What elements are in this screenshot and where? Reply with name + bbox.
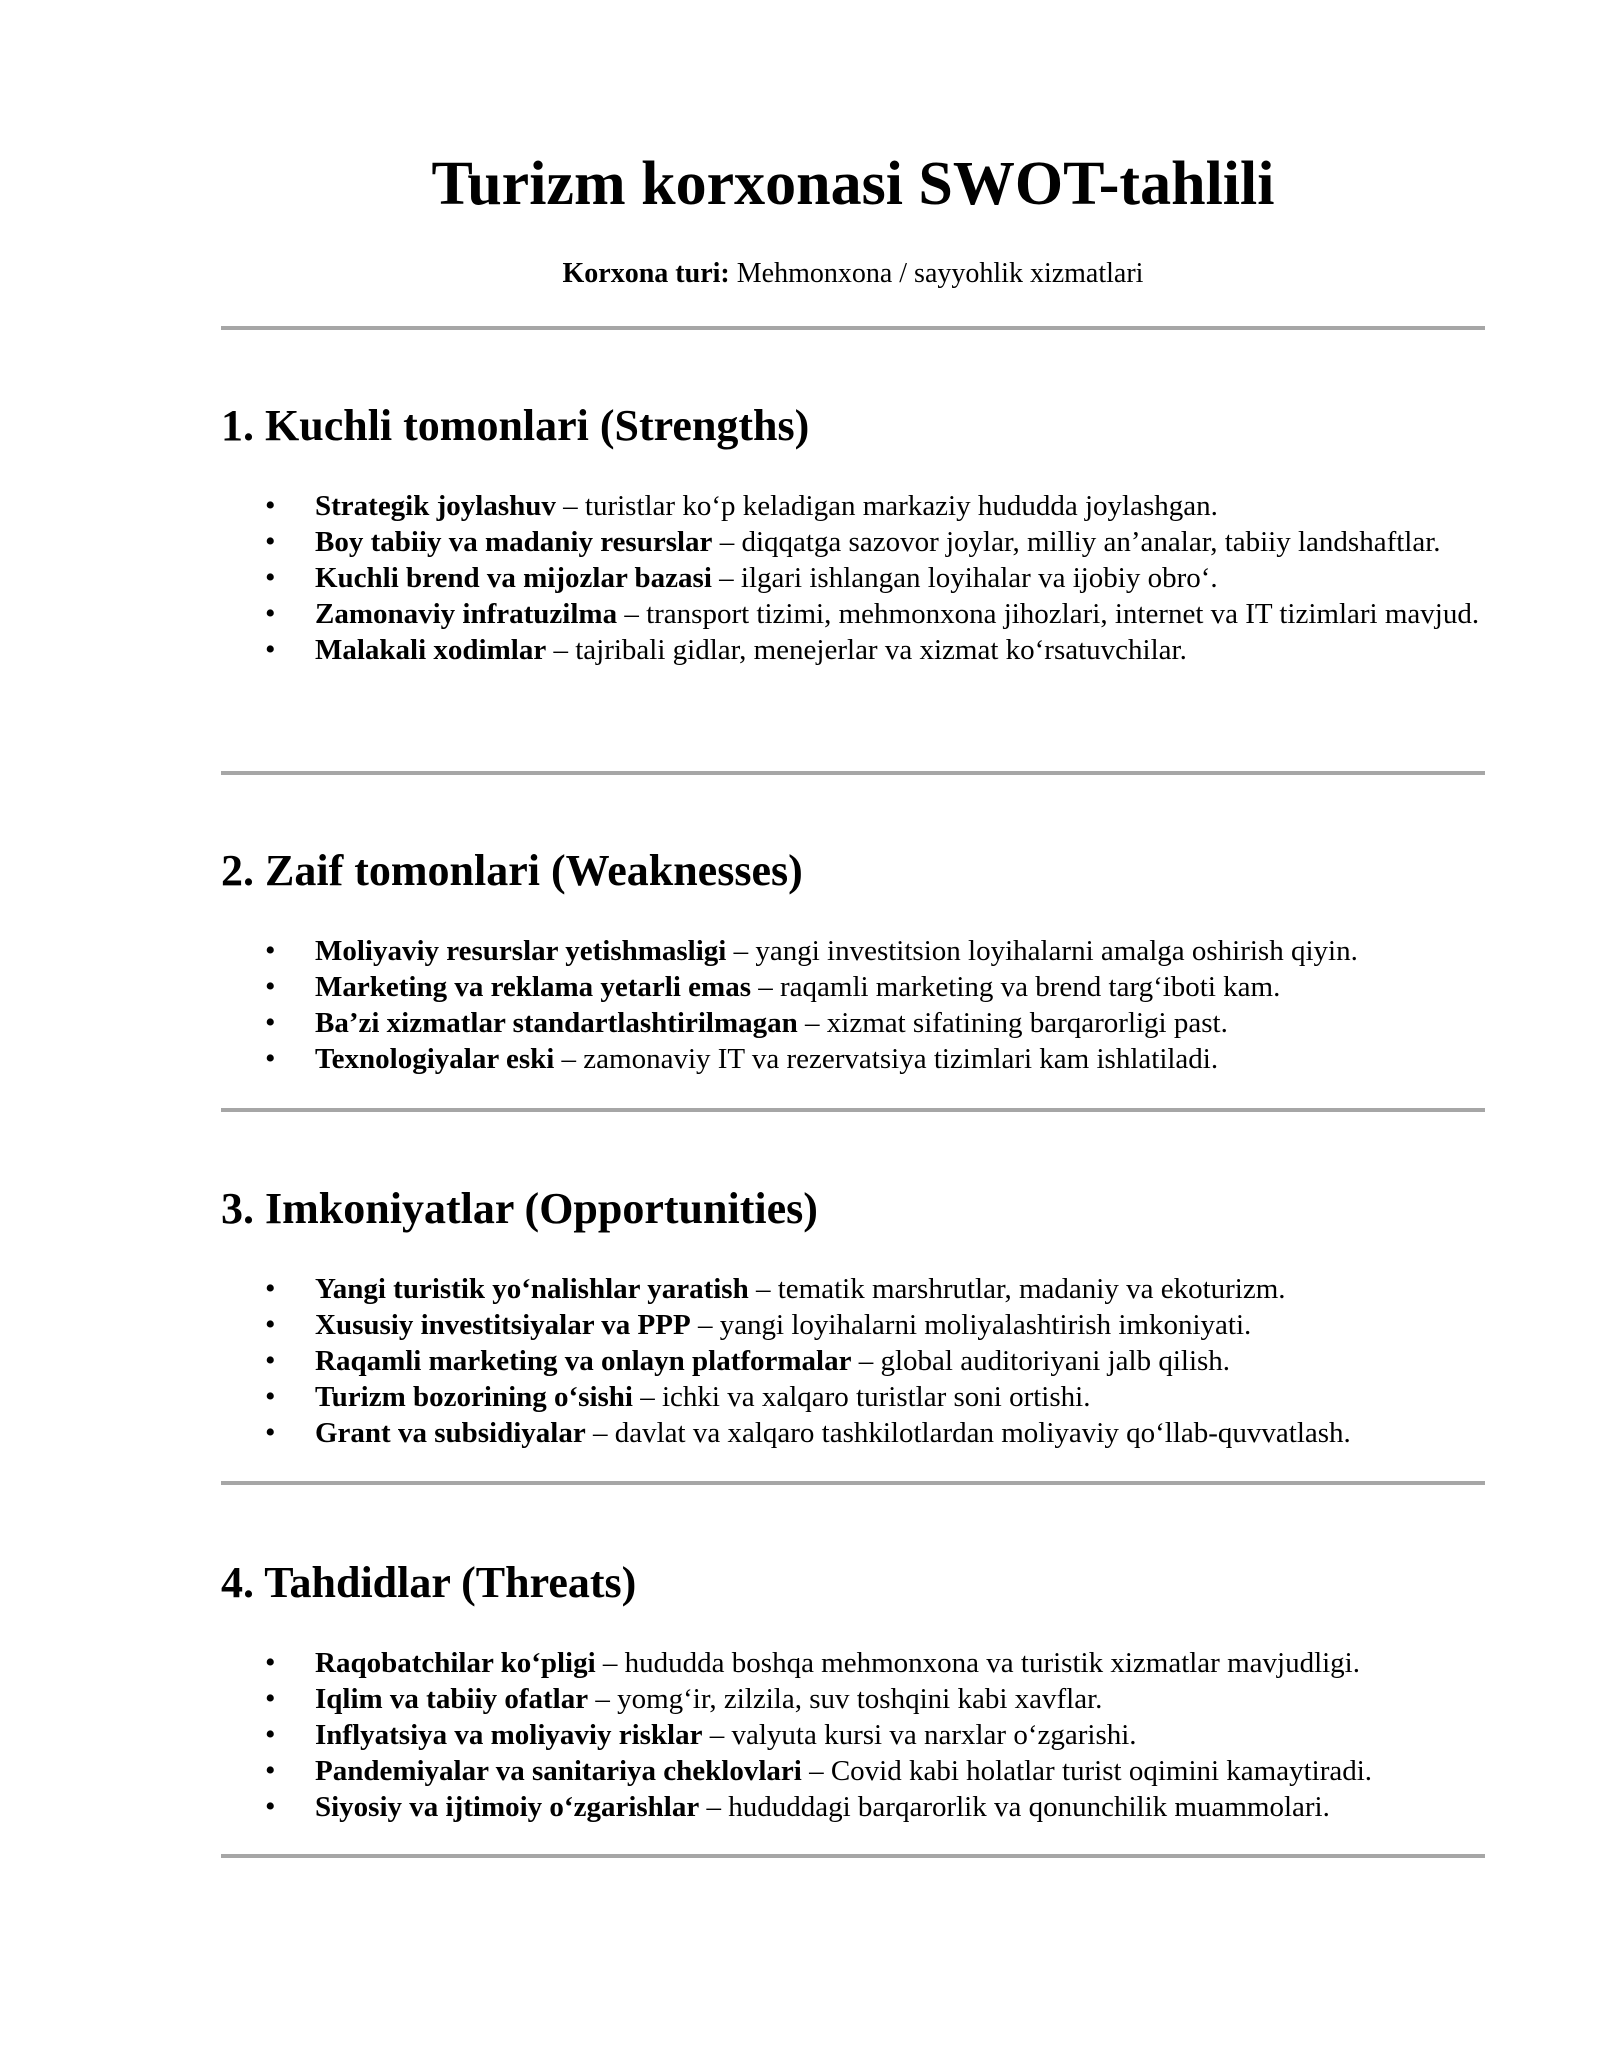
item-description: – diqqatga sazovor joylar, milliy an’analar, tabiiy landshaftlar. (712, 526, 1441, 558)
list-item (221, 1379, 1485, 1415)
item-description: – yomg‘ir, zilzila, suv toshqini kabi xavflar. (588, 1683, 1103, 1715)
divider (221, 1854, 1485, 1858)
list-item (221, 1041, 1485, 1077)
list-item (221, 1271, 1485, 1307)
divider (221, 771, 1485, 775)
item-term: Iqlim va tabiiy ofatlar (315, 1683, 589, 1715)
bullet-list (221, 1645, 1485, 1825)
list-item (221, 488, 1485, 524)
item-term: Zamonaviy infratuzilma (315, 598, 618, 630)
list-item (221, 596, 1485, 632)
list-item (221, 560, 1485, 596)
list-item (221, 1645, 1485, 1681)
item-description: – hududda boshqa mehmonxona va turistik xizmatlar mavjudligi. (595, 1647, 1360, 1679)
bullet-list (221, 1271, 1485, 1451)
item-term: Marketing va reklama yetarli emas (315, 971, 751, 1003)
item-term: Boy tabiiy va madaniy resurslar (315, 526, 713, 558)
enterprise-type-label: Korxona turi: (562, 258, 730, 289)
item-description: – yangi loyihalarni moliyalashtirish imkoniyati. (690, 1309, 1252, 1341)
item-description: – global auditoriyani jalb qilish. (851, 1345, 1231, 1377)
list-item (221, 1307, 1485, 1343)
item-term: Raqamli marketing va onlayn platformalar (315, 1345, 852, 1377)
item-term: Texnologiyalar eski (315, 1043, 555, 1075)
section-weaknesses (221, 843, 1485, 1077)
list-item (221, 1415, 1485, 1451)
item-term: Grant va subsidiyalar (315, 1417, 586, 1449)
item-description: – hududdagi barqarorlik va qonunchilik muammolari. (699, 1791, 1330, 1823)
list-item (221, 1717, 1485, 1753)
item-description: – davlat va xalqaro tashkilotlardan moliyaviy qo‘llab-quvvatlash. (585, 1417, 1351, 1449)
list-item (221, 524, 1485, 560)
bullet-list (221, 933, 1485, 1077)
item-description: – valyuta kursi va narxlar o‘zgarishi. (702, 1719, 1137, 1751)
enterprise-type-line (221, 254, 1485, 294)
item-description: – tajribali gidlar, menejerlar va xizmat ko‘rsatuvchilar. (546, 634, 1187, 666)
list-item (221, 1005, 1485, 1041)
item-description: – ilgari ishlangan loyihalar va ijobiy obro‘. (711, 562, 1218, 594)
item-term: Xususiy investitsiyalar va PPP (315, 1309, 691, 1341)
item-term: Turizm bozorining o‘sishi (315, 1381, 633, 1413)
section-heading: 4. Tahdidlar (Threats) (221, 1558, 637, 1607)
list-item (221, 1789, 1485, 1825)
item-term: Kuchli brend va mijozlar bazasi (315, 562, 712, 594)
item-description: – raqamli marketing va brend targ‘iboti kam. (750, 971, 1281, 1003)
section-heading: 3. Imkoniyatlar (Opportunities) (221, 1184, 818, 1233)
item-term: Pandemiyalar va sanitariya cheklovlari (315, 1755, 802, 1787)
divider (221, 1108, 1485, 1112)
item-description: – transport tizimi, mehmonxona jihozlari, internet va IT tizimlari mavjud. (617, 598, 1480, 630)
item-description: – yangi investitsion loyihalarni amalga oshirish qiyin. (726, 935, 1358, 967)
list-item (221, 1681, 1485, 1717)
item-term: Moliyaviy resurslar yetishmasligi (315, 935, 727, 967)
divider (221, 326, 1485, 330)
item-description: – turistlar ko‘p keladigan markaziy hududda joylashgan. (555, 490, 1218, 522)
list-item (221, 632, 1485, 668)
section-heading: 2. Zaif tomonlari (Weaknesses) (221, 846, 803, 895)
item-description: – ichki va xalqaro turistlar soni ortishi. (632, 1381, 1091, 1413)
item-term: Raqobatchilar ko‘pligi (315, 1647, 596, 1679)
section-heading: 1. Kuchli tomonlari (Strengths) (221, 401, 810, 450)
item-description: – Covid kabi holatlar turist oqimini kamaytiradi. (801, 1755, 1373, 1787)
item-term: Ba’zi xizmatlar standartlashtirilmagan (315, 1007, 798, 1039)
item-term: Inflyatsiya va moliyaviy risklar (315, 1719, 703, 1751)
divider (221, 1481, 1485, 1485)
item-description: – zamonaviy IT va rezervatsiya tizimlari kam ishlatiladi. (554, 1043, 1219, 1075)
item-term: Strategik joylashuv (315, 490, 556, 522)
section-threats (221, 1555, 1485, 1825)
item-description: – xizmat sifatining barqarorligi past. (797, 1007, 1228, 1039)
item-term: Malakali xodimlar (315, 634, 547, 666)
list-item (221, 1753, 1485, 1789)
item-description: – tematik marshrutlar, madaniy va ekoturizm. (748, 1273, 1286, 1305)
list-item (221, 1343, 1485, 1379)
section-opportunities (221, 1181, 1485, 1451)
bullet-list (221, 488, 1485, 668)
item-term: Yangi turistik yo‘nalishlar yaratish (315, 1273, 749, 1305)
list-item (221, 933, 1485, 969)
document-title: Turizm korxonasi SWOT-tahlili (431, 150, 1275, 218)
item-term: Siyosiy va ijtimoiy o‘zgarishlar (315, 1791, 700, 1823)
section-strengths (221, 398, 1485, 668)
enterprise-type-value: Mehmonxona / sayyohlik xizmatlari (729, 258, 1144, 289)
list-item (221, 969, 1485, 1005)
